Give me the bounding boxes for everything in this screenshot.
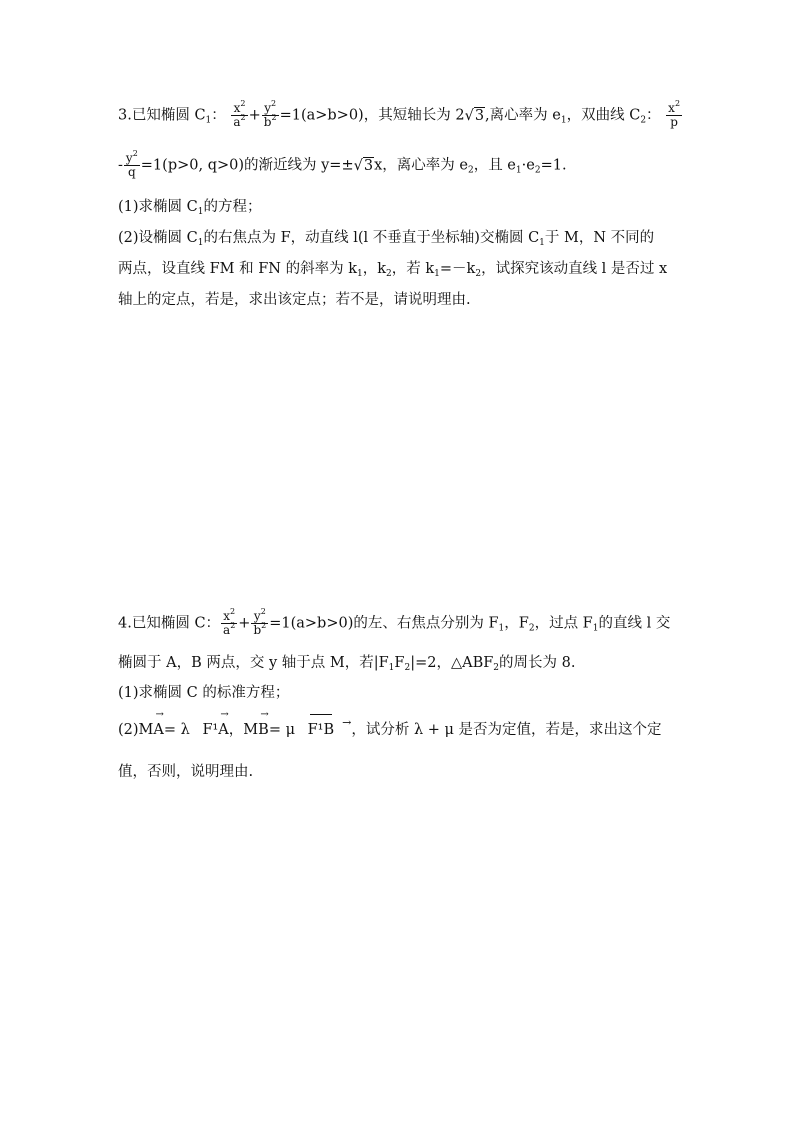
subscript: 1 xyxy=(592,623,599,634)
text: (1)求椭圆 C xyxy=(118,199,198,215)
exp: 2 xyxy=(260,607,266,616)
problem3-q2-line2 xyxy=(118,259,667,279)
problem4-q1 xyxy=(118,683,289,703)
problem3-line2 xyxy=(118,149,567,179)
subscript: 1 xyxy=(434,269,440,279)
exp: 2 xyxy=(230,621,236,630)
fraction-x2-a2 xyxy=(231,99,247,129)
text: ，试分析 λ + μ 是否为定值，若是，求出这个定 xyxy=(351,722,662,738)
radicand: 3 xyxy=(363,157,374,174)
subscript: 2 xyxy=(404,663,411,673)
exp: 2 xyxy=(271,113,277,122)
subscript: 2 xyxy=(386,269,392,279)
text: =1. xyxy=(540,157,567,174)
text: |=2，△ABF xyxy=(410,655,494,671)
exp: 2 xyxy=(240,99,246,108)
text: ,离心率为 e xyxy=(485,107,561,124)
var: q xyxy=(124,165,140,179)
var: y xyxy=(253,609,261,623)
problem4-line1 xyxy=(118,607,671,637)
fraction-y2-b2 xyxy=(262,99,279,129)
text: (1)求椭圆 C 的标准方程； xyxy=(118,685,290,701)
text: 4.已知椭圆 C： xyxy=(118,615,221,632)
problem3-q1 xyxy=(118,197,261,217)
subscript: 1 xyxy=(539,238,545,248)
text: ·e xyxy=(521,157,535,174)
exp: 2 xyxy=(261,621,267,630)
text: =－k xyxy=(439,261,476,277)
vector-mb xyxy=(243,709,269,740)
vector-f1b xyxy=(308,720,335,740)
fraction-y2-q xyxy=(124,149,140,179)
vector-arrow-icon: → xyxy=(155,709,164,720)
problem4-q2-line2 xyxy=(118,762,253,782)
text: MB xyxy=(243,722,269,738)
text: ： xyxy=(646,107,661,124)
subscript: 2 xyxy=(475,269,482,279)
text: 的右焦点为 F，动直线 l(l 不垂直于坐标轴)交椭圆 C xyxy=(203,230,540,246)
text: = μ xyxy=(268,722,300,738)
text: (2) xyxy=(118,722,139,738)
text: =1(a>b>0)，其短轴长为 2 xyxy=(279,107,465,124)
subscript: 1 xyxy=(388,663,395,673)
text: ，过点 F xyxy=(534,615,593,632)
var: x xyxy=(223,609,231,623)
var: p xyxy=(666,115,682,129)
plus: + xyxy=(238,615,251,632)
fraction-x2-p xyxy=(666,99,682,129)
subscript: 2 xyxy=(493,663,500,673)
text: ： xyxy=(211,107,226,124)
exp: 2 xyxy=(230,607,236,616)
text: 值，否则，说明理由. xyxy=(118,764,254,780)
vector-ma xyxy=(138,709,164,740)
problem3-q2-line3 xyxy=(118,290,471,310)
text: 椭圆于 A，B 两点，交 y 轴于点 M，若|F xyxy=(118,655,389,671)
text: F¹A xyxy=(202,722,229,738)
problem4-line2 xyxy=(118,653,575,673)
vector-arrow-icon: → xyxy=(342,716,352,729)
vector-f1a xyxy=(202,709,229,740)
text: ，双曲线 C xyxy=(566,107,641,124)
text: x，离心率为 e xyxy=(374,157,468,174)
text: ，且 e xyxy=(473,157,516,174)
sqrt: √3 xyxy=(353,157,374,174)
var: y xyxy=(125,151,133,165)
fraction-y2-b2 xyxy=(251,607,268,637)
subscript: 1 xyxy=(498,623,505,634)
text: 的方程； xyxy=(203,199,262,215)
text: ，若 k xyxy=(391,261,435,277)
text: ，F xyxy=(504,615,529,632)
problem3-line1 xyxy=(118,99,683,129)
var: x xyxy=(233,101,241,115)
sqrt: √3 xyxy=(464,107,485,124)
subscript: 2 xyxy=(640,115,647,126)
subscript: 1 xyxy=(205,115,212,126)
var: a xyxy=(223,623,231,637)
text: 3.已知椭圆 C xyxy=(118,107,206,124)
text: 的直线 l 交 xyxy=(598,615,671,632)
exp: 2 xyxy=(240,113,246,122)
problem4-q2-line1 xyxy=(118,709,662,741)
var: x xyxy=(668,101,675,115)
exp: 2 xyxy=(271,99,277,108)
text: F¹B xyxy=(307,722,335,738)
var: b xyxy=(253,623,262,637)
vector-arrow-icon: → xyxy=(220,709,229,720)
text: MA xyxy=(138,722,164,738)
fraction-x2-a2 xyxy=(221,607,237,637)
minus: - xyxy=(118,157,123,174)
vector-arrow-icon: → xyxy=(260,709,269,720)
subscript: 1 xyxy=(197,238,204,248)
text: 的周长为 8. xyxy=(499,655,576,671)
plus: + xyxy=(248,107,261,124)
subscript: 1 xyxy=(515,165,522,176)
var: y xyxy=(264,101,272,115)
text: ，k xyxy=(362,261,387,277)
text: (2)设椭圆 C xyxy=(118,230,198,246)
var: a xyxy=(233,115,241,129)
text: ， xyxy=(228,722,244,738)
text: 两点，设直线 FM 和 FN 的斜率为 k xyxy=(118,261,357,277)
var: b xyxy=(263,115,272,129)
subscript: 2 xyxy=(534,165,541,176)
subscript: 2 xyxy=(467,165,474,176)
overline xyxy=(310,714,333,715)
text: ，试探究该动直线 l 是否过 x xyxy=(481,261,668,277)
exp: 2 xyxy=(674,99,681,108)
radicand: 3 xyxy=(474,107,485,124)
subscript: 2 xyxy=(528,623,535,634)
text: 于 M，N 不同的 xyxy=(544,230,655,246)
subscript: 1 xyxy=(197,207,204,217)
text: =1(a>b>0)的左、右焦点分别为 F xyxy=(269,615,499,632)
subscript: 1 xyxy=(560,115,567,126)
text: F xyxy=(394,655,405,671)
problem3-q2-line1 xyxy=(118,228,654,248)
text: = λ xyxy=(163,722,195,738)
text: 轴上的定点，若是，求出该定点；若不是，请说明理由. xyxy=(118,292,471,308)
subscript: 1 xyxy=(357,269,363,279)
exp: 2 xyxy=(132,149,138,158)
text: =1(p>0, q>0)的渐近线为 y=± xyxy=(140,157,354,174)
